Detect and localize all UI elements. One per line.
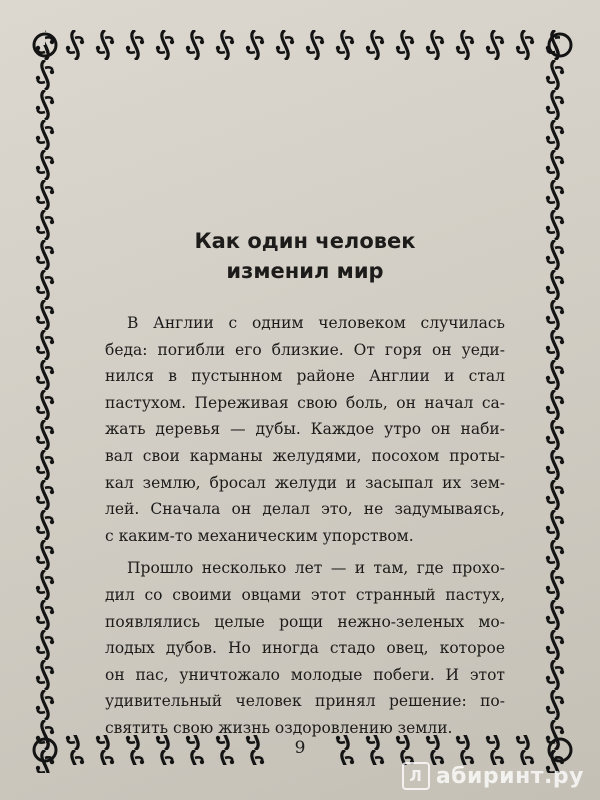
text-line: жать деревья — дубы. Каждое утро он наби- — [105, 420, 505, 439]
text-line: он пас, уничтожало молодые побеги. И этот — [105, 665, 505, 684]
text-line: удивительный человек принял решение: по- — [105, 692, 505, 711]
title-line-1: Как один человек — [194, 229, 416, 253]
text-line: лей. Сначала он делал это, не задумываясь, — [105, 500, 505, 519]
frame-left-border — [30, 45, 60, 773]
page-number: 9 — [294, 738, 306, 758]
watermark-text: абиринт.ру — [435, 763, 584, 789]
frame-top-border — [45, 30, 560, 60]
page-content — [105, 226, 505, 742]
text-line: кал землю, бросал желуди и засыпал их зем- — [105, 473, 505, 492]
frame-right-border — [545, 45, 575, 773]
title-line-2: изменил мир — [226, 259, 384, 283]
story-title — [105, 226, 505, 286]
labirint-watermark — [402, 762, 584, 790]
text-line: появлялись целые рощи нежно-зеленых мо- — [105, 612, 505, 631]
text-line: нился в пустынном районе Англии и стал — [105, 367, 505, 386]
text-line: дил со своими овцами этот странный пастух, — [105, 585, 505, 604]
text-line: Прошло несколько лет — и там, где прохо- — [127, 559, 505, 578]
text-line: беда: погибли его близкие. От горя он уеди- — [105, 340, 505, 359]
paragraph-1 — [105, 310, 505, 549]
text-line: святить свою жизнь оздоровлению земли. — [105, 718, 453, 737]
text-line: пастухом. Переживая свою боль, он начал са- — [105, 393, 505, 412]
paragraph-2 — [105, 555, 505, 741]
text-line: В Англии с одним человеком случилась — [127, 314, 505, 332]
text-line: с каким-то механическим упорством. — [105, 526, 414, 545]
text-line: вал свои карманы желудями, посохом проты- — [105, 446, 505, 465]
text-line: лодых дубов. Но иногда стадо овец, которое — [105, 639, 505, 658]
labirint-logo-icon: Л — [402, 762, 430, 790]
